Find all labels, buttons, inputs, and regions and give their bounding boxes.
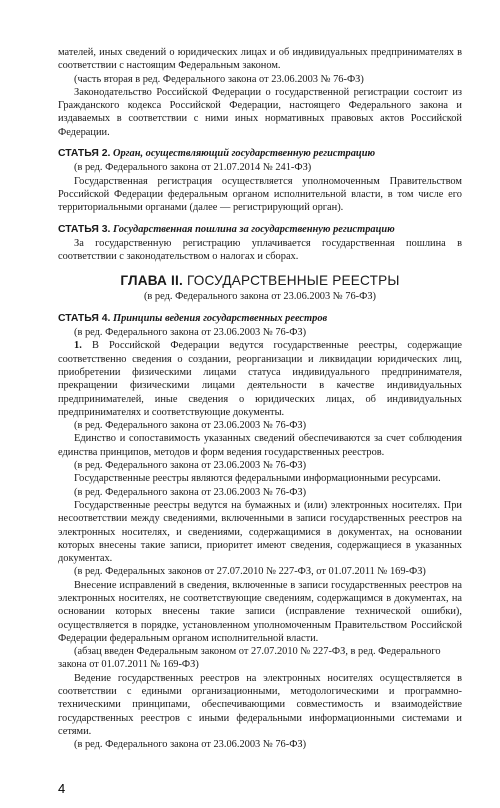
paragraph-text: мателей, иных сведений о юридических лицах и об индивидуальных предпринимателях в соответствии с настоящим Федеральным законом.: [58, 47, 462, 72]
article-title: Орган, осуществляющий государственную регистрацию: [112, 148, 376, 160]
paragraph-number: 1.: [74, 340, 82, 352]
article-heading: [58, 147, 462, 160]
chapter-amendment-note: (в ред. Федерального закона от 23.06.2003 № 76-ФЗ): [143, 291, 377, 303]
amendment-note: (в ред. Федеральных законов от 27.07.2010 № 227-ФЗ, от 01.07.2011 № 169-ФЗ): [74, 566, 426, 578]
paragraph-text: Законодательство Российской Федерации о государственной регистрации состоит из Гражданского кодекса Российской Федерации, настоящего Федерального закона и издаваемых в соответствии с ними иных нормативных правовых актов Российской Федерации.: [58, 86, 462, 138]
chapter-title: ГОСУДАРСТВЕННЫЕ РЕЕСТРЫ: [186, 273, 400, 289]
paragraph: [58, 472, 462, 485]
paragraph: [58, 432, 462, 459]
amendment-note: (в ред. Федерального закона от 21.07.2014 № 241-ФЗ): [74, 162, 312, 174]
paragraph: [58, 175, 462, 215]
amendment-note: (в ред. Федерального закона от 23.06.2003 № 76-ФЗ): [74, 486, 307, 498]
paragraph-text: Государственные реестры ведутся на бумажных и (или) электронных носителях. При несоответствии между сведениями, включенными в записи государственных реестров на электронных носителях, и сведениями, содержащимися в документах, на основании которых внесены такие записи, приоритет имеют сведения, содержащиеся в указанных документах.: [58, 499, 462, 565]
paragraph-text: Государственная регистрация осуществляется уполномоченным Правительством Российской Федерации федеральным органом исполнительной власти, в том числе его территориальными органами (далее — регистрирующий орган).: [58, 175, 462, 214]
paragraph: [58, 499, 462, 565]
article-number: СТАТЬЯ 4.: [58, 312, 111, 324]
chapter-heading: [58, 273, 462, 289]
paragraph: [58, 672, 462, 738]
paragraph: [58, 339, 462, 419]
amendment-note: (абзац введен Федеральным законом от 27.07.2010 № 227-ФЗ, в ред. Федерального закона от 01.07.2011 № 169-ФЗ): [58, 646, 441, 671]
paragraph: [58, 579, 462, 645]
paragraph-text: За государственную регистрацию уплачивается государственная пошлина в соответствии с законодательством о налогах и сборах.: [58, 237, 462, 263]
paragraph-text: В Российской Федерации ведутся государственные реестры, содержащие соответственно сведения о создании, реорганизации и ликвидации юридических лиц, приобретении физическими лицами статуса индивидуального предпринимателя, прекращении физическими лицами деятельности в качестве индивидуальных предпринимателей, иные сведения о юридических лицах, об индивидуальных предпринимателях и соответствующие документы.: [58, 340, 462, 418]
article-number: СТАТЬЯ 2.: [58, 148, 111, 160]
article-number: СТАТЬЯ 3.: [58, 223, 111, 235]
page-number: 4: [58, 781, 66, 796]
amendment-note: (в ред. Федерального закона от 23.06.2003 № 76-ФЗ): [74, 739, 307, 751]
amendment-note: (в ред. Федерального закона от 23.06.2003 № 76-ФЗ): [74, 420, 307, 432]
amendment-note: (часть вторая в ред. Федерального закона от 23.06.2003 № 76-ФЗ): [74, 73, 364, 85]
paragraph-text: Ведение государственных реестров на электронных носителях осуществляется в соответствии с едиными организационными, методологическими и программно-техническими принципами, обеспечивающими совместимость и взаимодействие государственных реестров с иными федеральными информационными системами и сетями.: [58, 672, 462, 737]
paragraph-text: Внесение исправлений в сведения, включенные в записи государственных реестров на электронных носителях, не соответствующие сведениям, содержащимся в документах, на основании которых внесены такие записи (исправление технической ошибки), осуществляется в порядке, установленном уполномоченным Правительством Российской Федерации федеральным органом исполнительной власти.: [58, 579, 462, 644]
article-heading: [58, 223, 462, 236]
paragraph: [58, 86, 462, 139]
paragraph-text: Единство и сопоставимость указанных сведений обеспечиваются за счет соблюдения единства принципов, методов и форм ведения государственных реестров.: [58, 433, 462, 458]
paragraph: [58, 46, 462, 73]
amendment-note: (в ред. Федерального закона от 23.06.2003 № 76-ФЗ): [74, 460, 307, 472]
article-heading: [58, 312, 462, 325]
amendment-note: (в ред. Федерального закона от 23.06.2003 № 76-ФЗ): [74, 327, 307, 339]
page-body: [58, 46, 462, 752]
article-title: Государственная пошлина за государственную регистрацию: [112, 223, 395, 235]
paragraph: [58, 237, 462, 264]
article-title: Принципы ведения государственных реестров: [112, 312, 328, 324]
chapter-label: ГЛАВА II.: [120, 273, 183, 289]
paragraph-text: Государственные реестры являются федеральными информационными ресурсами.: [74, 473, 441, 485]
